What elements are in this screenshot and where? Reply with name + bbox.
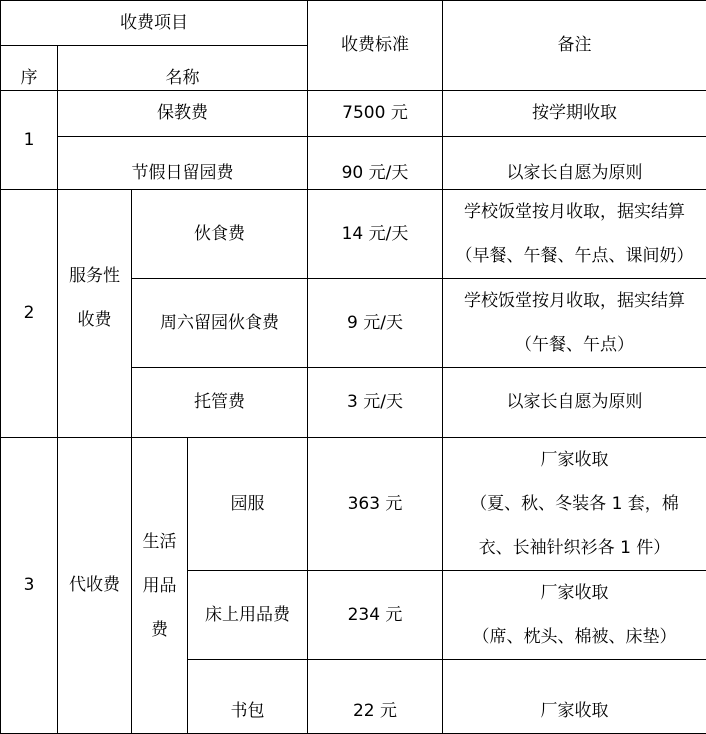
note-cell [443,190,706,279]
standard-cell: 7500 元 [308,91,443,137]
note-cell: 厂家收取 [443,660,706,734]
standard-cell: 363 元 [308,438,443,571]
note-line: 学校饭堂按月收取，据实结算 [447,279,702,323]
category-line: 服务性 [68,254,121,298]
category-cell: 代收费 [58,438,132,734]
seq-cell: 1 [1,91,58,190]
seq-cell: 3 [1,438,58,734]
name-cell: 伙食费 [132,190,308,279]
name-cell: 园服 [188,438,308,571]
header-standard: 收费标准 [308,1,443,91]
note-line: （早餐、午餐、午点、课间奶） [447,234,702,278]
standard-cell: 234 元 [308,571,443,660]
header-name: 名称 [58,46,308,91]
note-cell: 以家长自愿为原则 [443,137,706,190]
note-line: （席、枕头、棉被、床垫） [447,615,702,659]
name-cell: 托管费 [132,368,308,438]
note-cell [443,438,706,571]
note-cell [443,279,706,368]
standard-cell: 3 元/天 [308,368,443,438]
category-cell [58,190,132,438]
standard-cell: 90 元/天 [308,137,443,190]
header-note: 备注 [443,1,706,91]
category-line: 收费 [68,298,121,342]
note-line: 厂家收取 [447,571,702,615]
header-item-group: 收费项目 [1,1,308,46]
note-line: 厂家收取 [447,438,702,482]
table-row [1,438,706,571]
header-seq: 序 [1,46,58,91]
note-cell [443,571,706,660]
table-row [1,190,706,279]
subcategory-cell [132,438,188,734]
note-line: 学校饭堂按月收取，据实结算 [447,190,702,234]
note-line: （午餐、午点） [447,323,702,367]
name-cell: 床上用品费 [188,571,308,660]
subcategory-line: 费 [136,608,183,652]
name-cell: 保教费 [58,91,308,137]
note-line: （夏、秋、冬装各 1 套，棉 [447,482,702,526]
table-row [1,137,706,190]
subcategory-line: 用品 [136,564,183,608]
note-cell: 以家长自愿为原则 [443,368,706,438]
standard-cell: 14 元/天 [308,190,443,279]
note-cell: 按学期收取 [443,91,706,137]
subcategory-line: 生活 [136,520,183,564]
table-row [1,91,706,137]
seq-cell: 2 [1,190,58,438]
note-line: 衣、长袖针织衫各 1 件） [447,526,702,570]
name-cell: 书包 [188,660,308,734]
standard-cell: 22 元 [308,660,443,734]
name-cell: 节假日留园费 [58,137,308,190]
standard-cell: 9 元/天 [308,279,443,368]
name-cell: 周六留园伙食费 [132,279,308,368]
